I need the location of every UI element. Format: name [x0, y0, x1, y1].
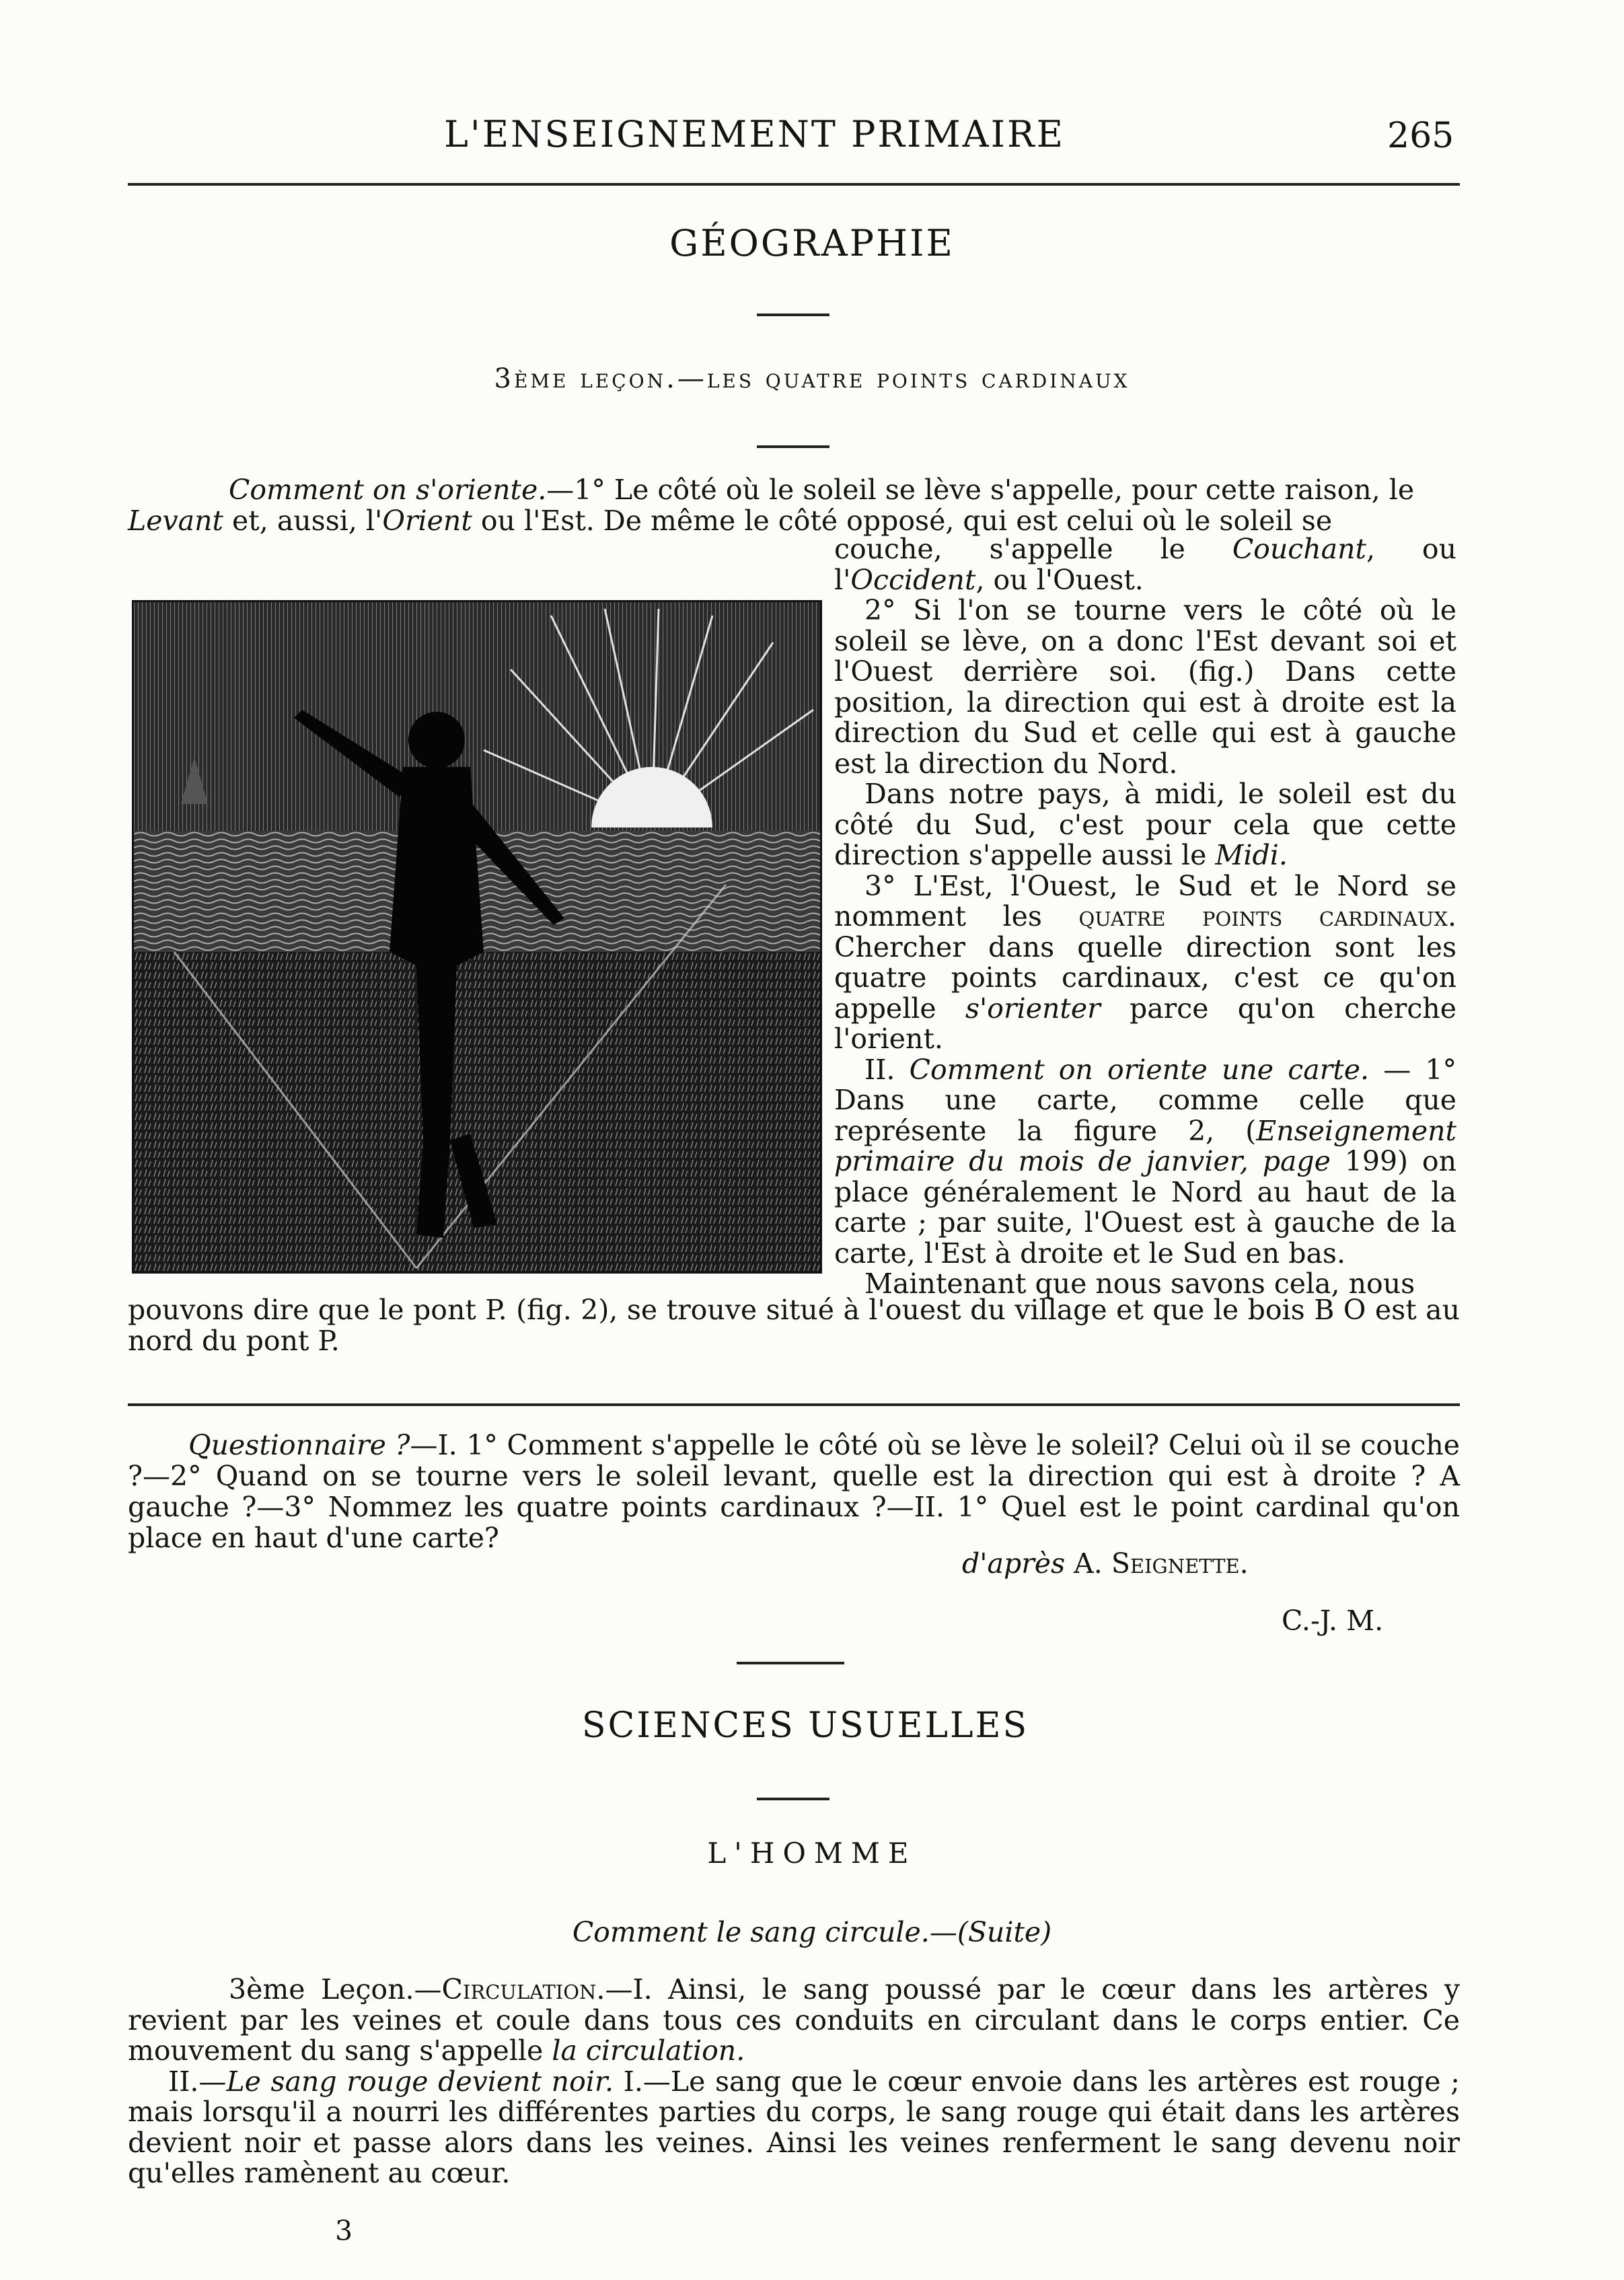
- running-title: L'ENSEIGNEMENT PRIMAIRE: [444, 113, 1066, 155]
- para-points-cardinaux: 3° L'Est, l'Ouest, le Sud et le Nord se nomment les quatre points cardinaux. Chercher dans quelle direction sont les quatre points cardinaux, c'est ce qu'on appelle s'orienter parce qu'on cherche l'orient.: [834, 869, 1456, 1055]
- sunrise-man-illustration: [134, 602, 820, 1272]
- section-divider: [757, 314, 829, 316]
- sciences-divider: [757, 1798, 829, 1800]
- attribution: d'après A. Seignette.: [962, 1547, 1249, 1580]
- section-title-geographie: GÉOGRAPHIE: [669, 222, 955, 264]
- questionnaire-block: Questionnaire ?—I. 1° Comment s'appelle le côté où se lève le soleil? Celui où il se couche ?—2° Quand on se tourne vers le soleil levant, quelle est la direction qui est à droite ? A gauche ?—3° Nommez les quatre points cardinaux ?—II. 1° Quel est le point cardinal qu'on place en haut d'une carte?: [128, 1429, 1460, 1554]
- geo-right-column: [834, 534, 1456, 1300]
- section-separator: [737, 1662, 844, 1664]
- geo-closing-paragraph: pouvons dire que le pont P. (fig. 2), se trouve situé à l'ouest du village et que le bois B O est au nord du pont P.: [128, 1294, 1460, 1357]
- para-couchant: couche, s'appelle le Couchant, ou l'Occident, ou l'Ouest.: [834, 533, 1456, 596]
- para-orientation: 2° Si l'on se tourne vers le côté où le soleil se lève, on a donc l'Est devant soi et l'Ouest derrière soi. (fig.) Dans cette position, la direction qui est à droite est la direction du Sud et celle qui est à gauche est la direction du Nord.: [834, 594, 1456, 780]
- engraving-figure: [132, 600, 822, 1274]
- para-midi: Dans notre pays, à midi, le soleil est du côté du Sud, c'est pour cela que cette direction s'appelle aussi le Midi.: [834, 778, 1456, 871]
- subheading-homme: L'HOMME: [707, 1837, 917, 1870]
- questionnaire-lead: Questionnaire ?: [188, 1429, 410, 1461]
- para-maintenant-start: Maintenant que nous savons cela, nous: [864, 1267, 1415, 1300]
- geo-intro-paragraph: Comment on s'oriente.—1° Le côté où le soleil se lève s'appelle, pour cette raison, le Levant et, aussi, l'Orient ou l'Est. De même le côté opposé, qui est celui où le soleil se: [128, 474, 1415, 537]
- para-circulation: 3ème Leçon.—Circulation.—I. Ainsi, le sang poussé par le cœur dans les artères y revient par les veines et coule dans tous ces conduits en circulant dans le corps entier. Ce mouvement du sang s'appelle la circulation.: [128, 1973, 1460, 2067]
- lead-italic: Comment on s'oriente.: [229, 474, 547, 506]
- sciences-body: [128, 1975, 1460, 2189]
- lesson-heading: 3ème leçon.—les quatre points cardinaux: [494, 363, 1130, 394]
- page-number: 265: [1387, 116, 1454, 156]
- subtitle-sang: Comment le sang circule.—(Suite): [572, 1916, 1052, 1948]
- header-rule: [128, 183, 1460, 186]
- lesson-divider: [757, 445, 829, 448]
- questionnaire-rule: [128, 1403, 1460, 1406]
- author-initials: C.-J. M.: [1282, 1605, 1384, 1637]
- para-carte: II. Comment on oriente une carte. — 1° Dans une carte, comme celle que représente la figure 2, (Enseignement primaire du mois de janvier, page 199) on place généralement le Nord au haut de la carte ; par suite, l'Ouest est à gauche de la carte, l'Est à droite et le Sud en bas.: [834, 1053, 1456, 1270]
- signature-mark: 3: [335, 2215, 353, 2247]
- section-title-sciences: SCIENCES USUELLES: [581, 1705, 1029, 1746]
- para-sang-noir: II.—Le sang rouge devient noir. I.—Le sang que le cœur envoie dans les artères est rouge ; mais lorsqu'il a nourri les différentes parties du corps, le sang rouge qui était dans les artères devient noir et passe alors dans les veines. Ainsi les veines renferment le sang devenu noir qu'elles ramènent au cœur.: [128, 2065, 1460, 2189]
